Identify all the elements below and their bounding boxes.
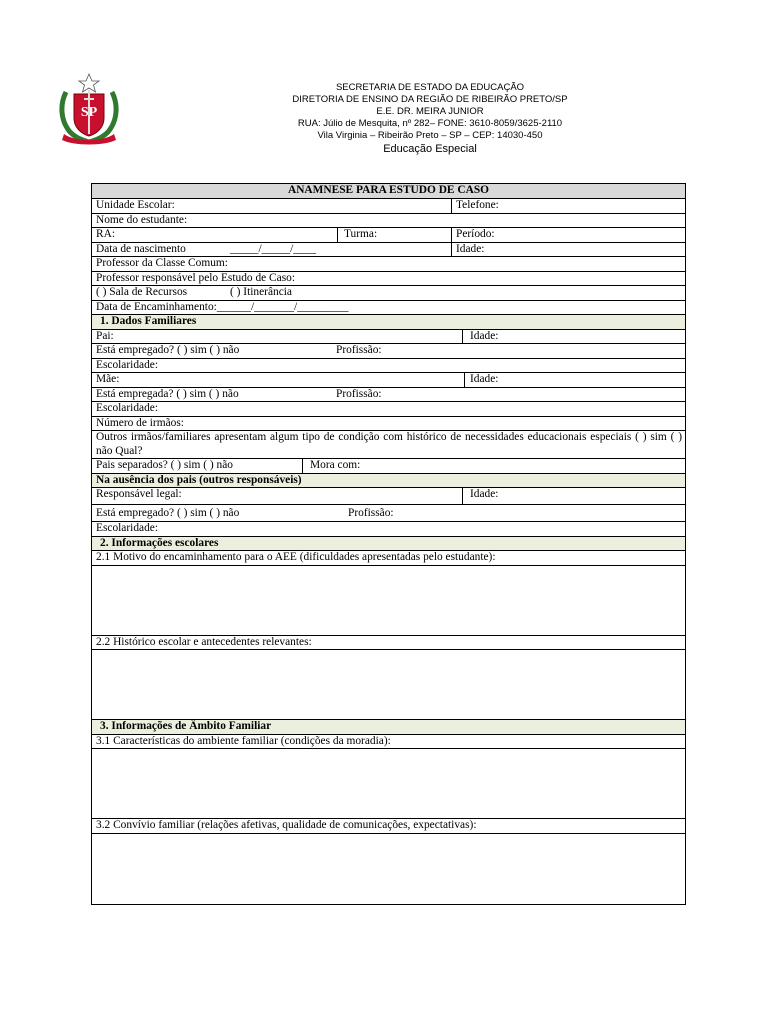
label-pai: Pai: [96, 329, 114, 342]
row-data-nascimento[interactable] [92, 243, 685, 258]
row-ra[interactable] [92, 228, 685, 243]
svg-text:SP: SP [80, 105, 98, 120]
section-ambito-familiar: 3. Informações de Âmbito Familiar [92, 720, 685, 735]
data-nascimento-blank: _____/_____/____ [230, 242, 317, 255]
row-outros-irmaos[interactable] [92, 431, 685, 459]
label-data-nascimento: Data de nascimento [96, 242, 186, 255]
label-mae-escolaridade: Escolaridade: [96, 402, 158, 414]
row-numero-irmaos[interactable] [92, 417, 685, 432]
label-mae-profissao: Profissão: [336, 387, 382, 400]
label-resp-idade: Idade: [470, 488, 499, 500]
row-pai-escolaridade[interactable] [92, 359, 685, 374]
question-2-1: 2.1 Motivo do encaminhamento para o AEE (dificuldades apresentadas pelo estudante): [92, 551, 685, 566]
label-turma: Turma: [344, 228, 378, 240]
row-resp-escolaridade[interactable] [92, 522, 685, 537]
row-nome-estudante[interactable] [92, 214, 685, 229]
label-periodo: Período: [456, 228, 495, 240]
header-city: Vila Virginia – Ribeirão Preto – SP – CEP: 14030-450 [317, 130, 543, 141]
anamnese-form [91, 183, 686, 905]
question-3-1: 3.1 Características do ambiente familiar (condições da moradia): [92, 735, 685, 750]
label-pai-escolaridade: Escolaridade: [96, 358, 158, 371]
letterhead [170, 82, 690, 156]
row-pai-empregado[interactable] [92, 344, 685, 359]
row-mae-empregada[interactable] [92, 388, 685, 403]
answer-box-2-2[interactable] [92, 650, 685, 720]
header-secretaria: SECRETARIA DE ESTADO DA EDUCAÇÃO [335, 82, 525, 93]
checkbox-itinerancia[interactable]: ( ) Itinerância [230, 286, 292, 298]
label-resp-profissao: Profissão: [348, 507, 394, 519]
header-address: RUA: Júlio de Mesquita, nº 282– FONE: 3610-8059/3625-2110 [297, 118, 563, 129]
label-mora-com: Mora com: [310, 459, 361, 471]
question-2-2: 2.2 Histórico escolar e antecedentes relevantes: [92, 636, 685, 651]
row-professor-responsavel[interactable] [92, 272, 685, 287]
header-department: Educação Especial [383, 143, 477, 155]
label-resp-empregado: Está empregado? ( ) sim ( ) não [96, 507, 240, 519]
label-unidade-escolar: Unidade Escolar: [96, 199, 175, 211]
row-responsavel-legal[interactable] [92, 488, 685, 505]
label-mae-idade: Idade: [470, 373, 499, 385]
row-pai[interactable] [92, 330, 685, 345]
label-ra: RA: [96, 228, 115, 240]
label-responsavel-legal: Responsável legal: [96, 488, 182, 500]
label-pai-empregado: Está empregado? ( ) sim ( ) não [96, 344, 240, 356]
label-professor-responsavel: Professor responsável pelo Estudo de Caso: [96, 271, 295, 284]
label-professor-classe: Professor da Classe Comum: [96, 257, 228, 269]
sao-paulo-coat-of-arms-icon [58, 72, 120, 146]
label-nome-estudante: Nome do estudante: [96, 213, 188, 226]
label-mae-empregada: Está empregada? ( ) sim ( ) não [96, 387, 239, 400]
row-professor-classe[interactable] [92, 257, 685, 272]
section-dados-familiares: 1. Dados Familiares [92, 315, 685, 330]
label-mae: Mãe: [96, 373, 120, 385]
row-unidade-escolar[interactable] [92, 199, 685, 214]
row-mae[interactable] [92, 373, 685, 388]
section-informacoes-escolares: 2. Informações escolares [92, 537, 685, 552]
label-data-encaminhamento: Data de Encaminhamento:______/_______/_________ [96, 300, 349, 313]
label-resp-escolaridade: Escolaridade: [96, 522, 158, 534]
row-pais-separados[interactable] [92, 459, 685, 474]
question-3-2: 3.2 Convívio familiar (relações afetivas, qualidade de comunicações, expectativas): [92, 819, 685, 834]
label-numero-irmaos: Número de irmãos: [96, 416, 184, 429]
row-resp-empregado[interactable] [92, 505, 685, 522]
answer-box-2-1[interactable] [92, 566, 685, 636]
label-outros-irmaos: Outros irmãos/familiares apresentam algum tipo de condição com histórico de necessidades educacionais especiais ( ) sim ( ) não Qual? [96, 431, 682, 457]
answer-box-3-2[interactable] [92, 834, 685, 904]
header-diretoria: DIRETORIA DE ENSINO DA REGIÃO DE RIBEIRÃO PRETO/SP [292, 94, 568, 105]
form-title: ANAMNESE PARA ESTUDO DE CASO [92, 184, 685, 199]
checkbox-sala-recursos[interactable]: ( ) Sala de Recursos [96, 286, 188, 298]
label-idade: Idade: [456, 242, 485, 255]
label-pais-separados: Pais separados? ( ) sim ( ) não [96, 459, 233, 471]
row-data-encaminhamento[interactable] [92, 301, 685, 316]
section-ausencia-pais: Na ausência dos pais (outros responsáveis) [92, 474, 685, 489]
header-school-name: E.E. DR. MEIRA JUNIOR [376, 106, 484, 117]
row-atendimento-tipo[interactable] [92, 286, 685, 301]
label-pai-profissao: Profissão: [336, 344, 382, 356]
label-telefone: Telefone: [456, 199, 499, 211]
answer-box-3-1[interactable] [92, 749, 685, 819]
row-mae-escolaridade[interactable] [92, 402, 685, 417]
label-pai-idade: Idade: [470, 329, 499, 342]
